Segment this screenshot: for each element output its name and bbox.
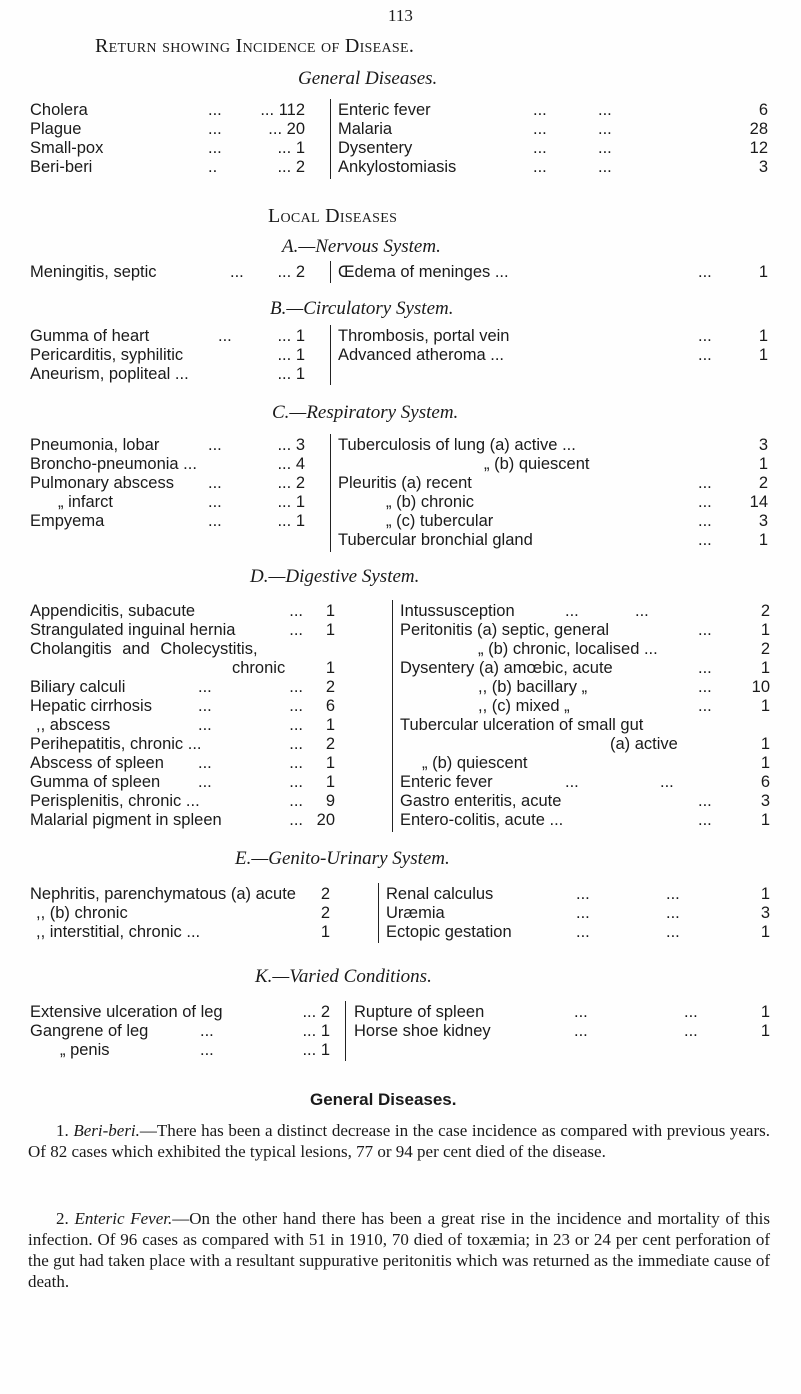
varied-left-list (30, 1003, 330, 1060)
list-item: Tubercular ulceration of small gut (400, 716, 644, 734)
nervous-left-list (30, 263, 305, 282)
respiratory-right-list (338, 436, 768, 550)
list-item: Pulmonary abscess ... ... 2 (30, 474, 305, 492)
general-right-list (338, 101, 768, 177)
list-item: Nephritis, parenchymatous (a) acute 2 (30, 885, 330, 903)
column-divider (330, 434, 331, 552)
circulatory-right-list (338, 327, 768, 365)
varied-right-list (354, 1003, 770, 1041)
list-item: Ankylostomiasis ... ... 3 (338, 158, 768, 176)
genito-right-list (386, 885, 770, 942)
list-item: Small-pox ... ... 1 (30, 139, 305, 157)
list-item: ,, (b) chronic 2 (36, 904, 330, 922)
paragraph-text: —On the other hand there has been a great rise in the incidence and mortality of this infection. Of 96 cases as compared with 51 in 1910, 70 died of toxæmia; in 23 or 24 per cent perforation of the gut had taken place with a resultant suppurative peritonitis which was returned as the immediate cause of death. (28, 1209, 770, 1291)
column-divider (392, 600, 393, 832)
list-item: Gumma of spleen ... ... 1 (30, 773, 335, 791)
paragraph-beri-beri (28, 1120, 770, 1162)
list-item: Horse shoe kidney ... ... 1 (354, 1022, 770, 1040)
genito-urinary-heading: E.—Genito-Urinary System. (235, 848, 450, 869)
list-item: Hepatic cirrhosis ... ... 6 (30, 697, 335, 715)
list-item: Renal calculus ... ... 1 (386, 885, 770, 903)
list-item: Extensive ulceration of leg ... 2 (30, 1003, 330, 1021)
list-item: Œdema of meninges ... ... 1 (338, 263, 768, 281)
respiratory-heading: C.—Respiratory System. (272, 402, 459, 423)
list-item: ,, (b) bacillary „ ... 10 (478, 678, 770, 696)
list-item: ,, interstitial, chronic ... 1 (36, 923, 330, 941)
list-item: Dysentery (a) amœbic, acute ... 1 (400, 659, 770, 677)
list-item: Broncho-pneumonia ... ... 4 (30, 455, 305, 473)
list-item: Tuberculosis of lung (a) active ... 3 (338, 436, 768, 454)
list-item: ,, abscess ... ... 1 (36, 716, 335, 734)
column-divider (330, 99, 331, 179)
list-item: Beri-beri .. ... 2 (30, 158, 305, 176)
paragraph-title: Enteric Fever. (74, 1209, 173, 1228)
list-item: Gastro enteritis, acute ... 3 (400, 792, 770, 810)
general-diseases-heading: General Diseases. (298, 68, 438, 89)
list-item: Appendicitis, subacute ... 1 (30, 602, 335, 620)
list-item: Enteric fever ... ... 6 (400, 773, 770, 791)
local-diseases-heading: Local Diseases (268, 205, 398, 227)
circulatory-heading: B.—Circulatory System. (270, 298, 454, 319)
digestive-right-list (400, 602, 770, 830)
list-item: „ (b) chronic, localised ... 2 (478, 640, 770, 658)
page-title: Return showing Incidence of Disease. (95, 35, 415, 57)
circulatory-left-list (30, 327, 305, 384)
list-item: „ (b) quiescent 1 (422, 754, 770, 772)
digestive-heading: D.—Digestive System. (250, 566, 420, 587)
list-item: Aneurism, popliteal ... ... 1 (30, 365, 305, 383)
list-item: Strangulated inguinal hernia ... 1 (30, 621, 335, 639)
list-item: Thrombosis, portal vein ... 1 (338, 327, 768, 345)
list-item: Tubercular bronchial gland ... 1 (338, 531, 768, 549)
respiratory-left-list (30, 436, 305, 531)
column-divider (378, 883, 379, 943)
column-divider (330, 261, 331, 283)
list-item: „ (b) chronic ... 14 (386, 493, 768, 511)
list-item: Rupture of spleen ... ... 1 (354, 1003, 770, 1021)
list-item: „ infarct ... ... 1 (58, 493, 305, 511)
list-item: (a) active 1 (610, 735, 770, 753)
list-item: „ (c) tubercular ... 3 (386, 512, 768, 530)
genito-left-list (30, 885, 330, 942)
list-item: Intussusception ... ... 2 (400, 602, 770, 620)
page-number: 113 (388, 6, 413, 25)
general-left-list (30, 101, 305, 177)
list-item: Peritonitis (a) septic, general ... 1 (400, 621, 770, 639)
list-item: Malaria ... ... 28 (338, 120, 768, 138)
list-item: Pleuritis (a) recent ... 2 (338, 474, 768, 492)
paragraph-enteric-fever (28, 1208, 770, 1292)
list-item: Cholera ... ... 112 (30, 101, 305, 119)
list-item: Pericarditis, syphilitic ... 1 (30, 346, 305, 364)
column-divider (345, 1001, 346, 1061)
list-item: Empyema ... ... 1 (30, 512, 305, 530)
paragraph-number: 2. (56, 1209, 69, 1228)
nervous-heading: A.—Nervous System. (282, 236, 441, 257)
paragraph-title: Beri-beri. (73, 1121, 140, 1140)
list-item: Gumma of heart ... ... 1 (30, 327, 305, 345)
list-item: „ penis ... ... 1 (60, 1041, 330, 1059)
notes-heading: General Diseases. (310, 1090, 457, 1109)
list-item: Uræmia ... ... 3 (386, 904, 770, 922)
list-item: Perisplenitis, chronic ... ... 9 (30, 792, 335, 810)
paragraph-text: —There has been a distinct decrease in the case incidence as compared with previous years. Of 82 cases which exhibited the typical lesions, 77 or 94 per cent died of the disease. (28, 1121, 771, 1161)
list-item: Malarial pigment in spleen ... 20 (30, 811, 335, 829)
list-item: Pneumonia, lobar ... ... 3 (30, 436, 305, 454)
list-item: Perihepatitis, chronic ... ... 2 (30, 735, 335, 753)
list-item: Dysentery ... ... 12 (338, 139, 768, 157)
varied-conditions-heading: K.—Varied Conditions. (255, 966, 432, 987)
nervous-right-list (338, 263, 768, 282)
list-item: Abscess of spleen ... ... 1 (30, 754, 335, 772)
list-item: Enteric fever ... ... 6 (338, 101, 768, 119)
list-item: Cholangitis and Cholecystitis, (30, 640, 258, 658)
list-item: Ectopic gestation ... ... 1 (386, 923, 770, 941)
list-item: Plague ... ... 20 (30, 120, 305, 138)
list-item: ,, (c) mixed „ ... 1 (478, 697, 770, 715)
list-item: Entero-colitis, acute ... ... 1 (400, 811, 770, 829)
list-item: Meningitis, septic ... ... 2 (30, 263, 305, 281)
list-item: Gangrene of leg ... ... 1 (30, 1022, 330, 1040)
list-item: Biliary calculi ... ... 2 (30, 678, 335, 696)
paragraph-number: 1. (56, 1121, 69, 1140)
list-item: Advanced atheroma ... ... 1 (338, 346, 768, 364)
list-item: chronic 1 (232, 659, 335, 677)
column-divider (330, 325, 331, 385)
list-item: „ (b) quiescent 1 (484, 455, 768, 473)
digestive-left-list (30, 602, 335, 830)
